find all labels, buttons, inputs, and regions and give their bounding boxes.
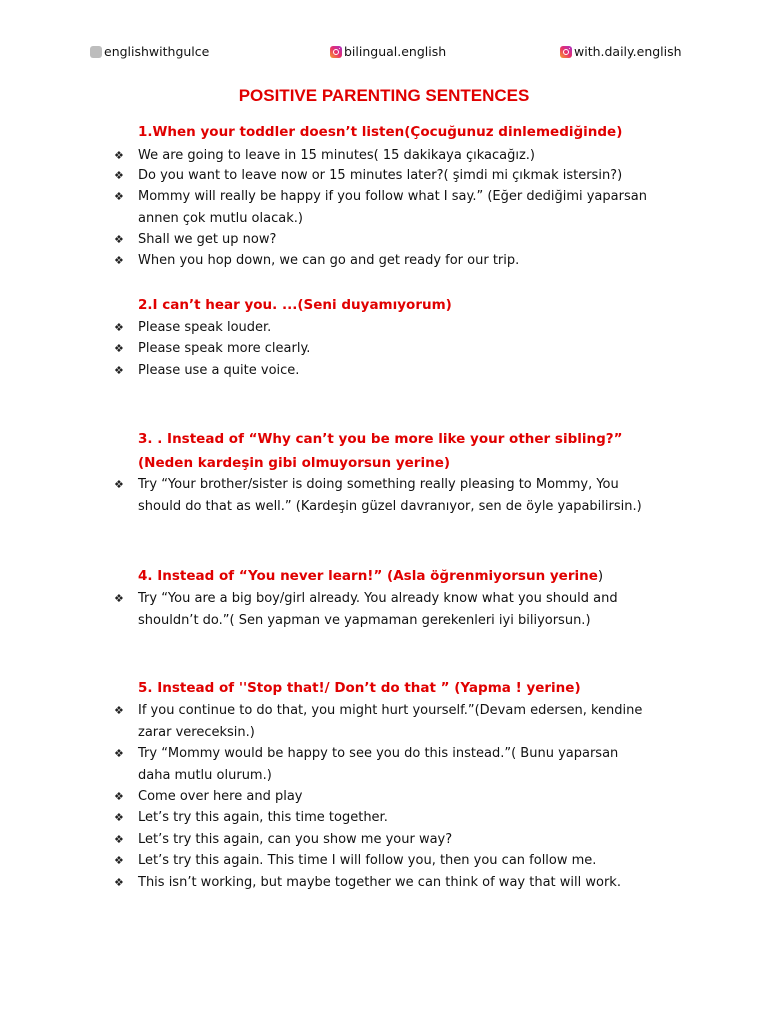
list-item: ❖ Please speak more clearly.: [114, 338, 654, 360]
section-3-heading: 3. . Instead of “Why can’t you be more like your other sibling?”: [138, 431, 623, 447]
handle-text: bilingual.english: [344, 44, 447, 59]
list-item: ❖ Let’s try this again, this time together.: [114, 807, 654, 829]
handle-bilingual-english: [330, 44, 446, 59]
list-item: ❖ Please speak louder.: [114, 317, 654, 339]
section-5-heading: 5. Instead of ''Stop that!/ Don’t do that ” (Yapma ! yerine): [138, 680, 581, 696]
list-item: ❖ We are going to leave in 15 minutes( 15 dakikaya çıkacağız.): [114, 145, 654, 167]
bullet-icon: ❖: [114, 169, 124, 182]
section-2-heading: 2.I can’t hear you. ...(Seni duyamıyorum): [138, 297, 452, 313]
bullet-icon: ❖: [114, 233, 124, 246]
instagram-icon: [560, 46, 572, 58]
handle-englishwithgulce: [90, 44, 209, 59]
instagram-icon: [330, 46, 342, 58]
bullet-icon: ❖: [114, 811, 124, 824]
list-item: ❖ Try “You are a big boy/girl already. You already know what you should and shouldn’t do.”( Sen yapman ve yapmaman gerekenleri iyi biliyorsun.): [114, 588, 654, 631]
bullet-icon: ❖: [114, 478, 124, 491]
list-item: ❖ Do you want to leave now or 15 minutes later?( şimdi mi çıkmak istersin?): [114, 165, 654, 187]
page-title: POSITIVE PARENTING SENTENCES: [238, 86, 530, 105]
list-item: ❖ Come over here and play: [114, 786, 654, 808]
list-item: ❖ When you hop down, we can go and get ready for our trip.: [114, 250, 654, 272]
bullet-icon: ❖: [114, 790, 124, 803]
social-handles-bar: [0, 44, 768, 64]
bullet-icon: ❖: [114, 876, 124, 889]
bullet-icon: ❖: [114, 747, 124, 760]
bullet-icon: ❖: [114, 833, 124, 846]
list-item: ❖ Mommy will really be happy if you follow what I say.” (Eğer dediğimi yaparsan annen çok mutlu olacak.): [114, 186, 654, 229]
bullet-icon: ❖: [114, 149, 124, 162]
bullet-icon: ❖: [114, 592, 124, 605]
section-3-heading-subtitle: (Neden kardeşin gibi olmuyorsun yerine): [138, 455, 451, 471]
list-item: ❖ Shall we get up now?: [114, 229, 654, 251]
list-item: ❖ Try “Mommy would be happy to see you do this instead.”( Bunu yaparsan daha mutlu olurum.): [114, 743, 654, 786]
handle-text: with.daily.english: [574, 44, 682, 59]
bullet-icon: ❖: [114, 704, 124, 717]
list-item: ❖ Try “Your brother/sister is doing something really pleasing to Mommy, You should do that as well.” (Kardeşin güzel davranıyor, sen de öyle yapabilirsin.): [114, 474, 654, 517]
section-4-heading: 4. Instead of “You never learn!” (Asla öğrenmiyorsun yerine): [138, 568, 604, 584]
bullet-icon: ❖: [114, 190, 124, 203]
bullet-icon: ❖: [114, 342, 124, 355]
list-item: ❖ Let’s try this again. This time I will follow you, then you can follow me.: [114, 850, 654, 872]
gray-square-icon: [90, 46, 102, 58]
bullet-icon: ❖: [114, 364, 124, 377]
list-item: ❖ If you continue to do that, you might hurt yourself.”(Devam edersen, kendine zarar vereceksin.): [114, 700, 654, 743]
list-item: ❖ Please use a quite voice.: [114, 360, 654, 382]
list-item: ❖ Let’s try this again, can you show me your way?: [114, 829, 654, 851]
bullet-icon: ❖: [114, 254, 124, 267]
section-1-heading: 1.When your toddler doesn’t listen(Çocuğunuz dinlemediğinde): [138, 124, 623, 140]
handle-with-daily-english: [560, 44, 682, 59]
bullet-icon: ❖: [114, 321, 124, 334]
handle-text: englishwithgulce: [104, 44, 210, 59]
list-item: ❖ This isn’t working, but maybe together we can think of way that will work.: [114, 872, 654, 894]
bullet-icon: ❖: [114, 854, 124, 867]
